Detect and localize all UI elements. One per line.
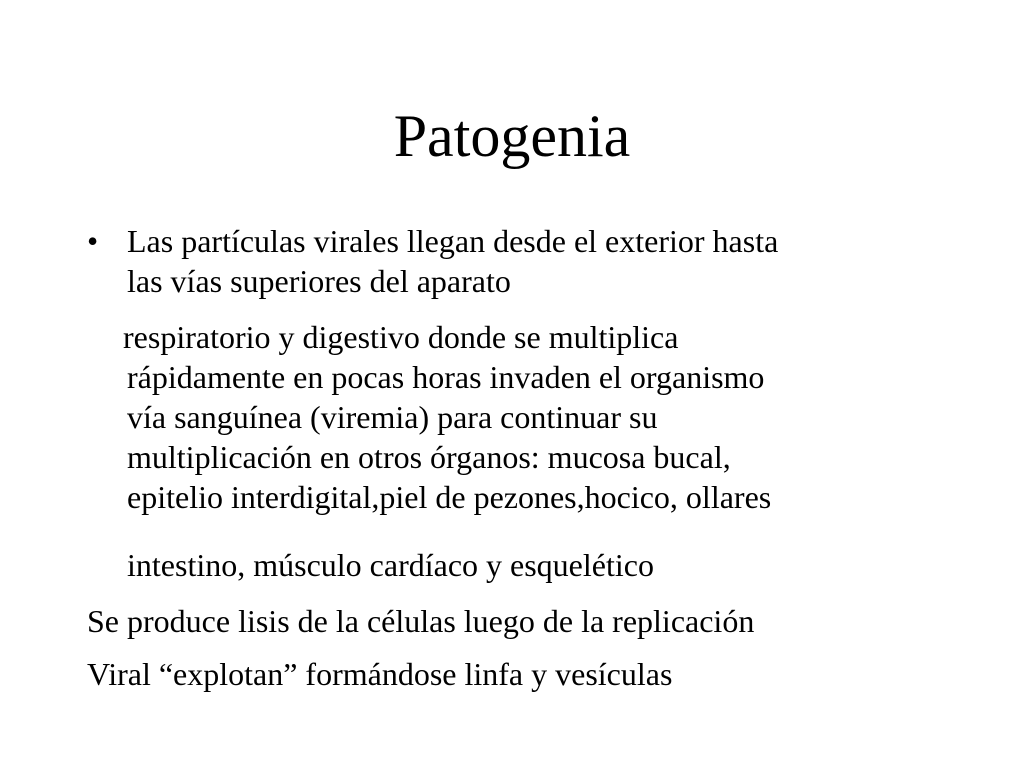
slide-title: Patogenia [393,103,631,169]
paragraph-line: epitelio interdigital,piel de pezones,hocico, ollares [127,479,772,515]
paragraph-line: intestino, músculo cardíaco y esquelético [127,547,654,583]
bullet-text-line-1: Las partículas virales llegan desde el exterior hasta [127,223,779,259]
paragraph-line: Viral “explotan” formándose linfa y vesículas [87,656,673,692]
bullet-text-line-2: las vías superiores del aparato [127,263,511,299]
paragraph-line: respiratorio y digestivo donde se multiplica [123,319,679,355]
paragraph-line: multiplicación en otros órganos: mucosa bucal, [127,439,731,475]
paragraph-line: rápidamente en pocas horas invaden el organismo [127,359,765,395]
paragraph-line: Se produce lisis de la células luego de la replicación [87,603,755,639]
bullet-marker: • [87,223,99,259]
paragraph-line: vía sanguínea (viremia) para continuar su [127,399,658,435]
